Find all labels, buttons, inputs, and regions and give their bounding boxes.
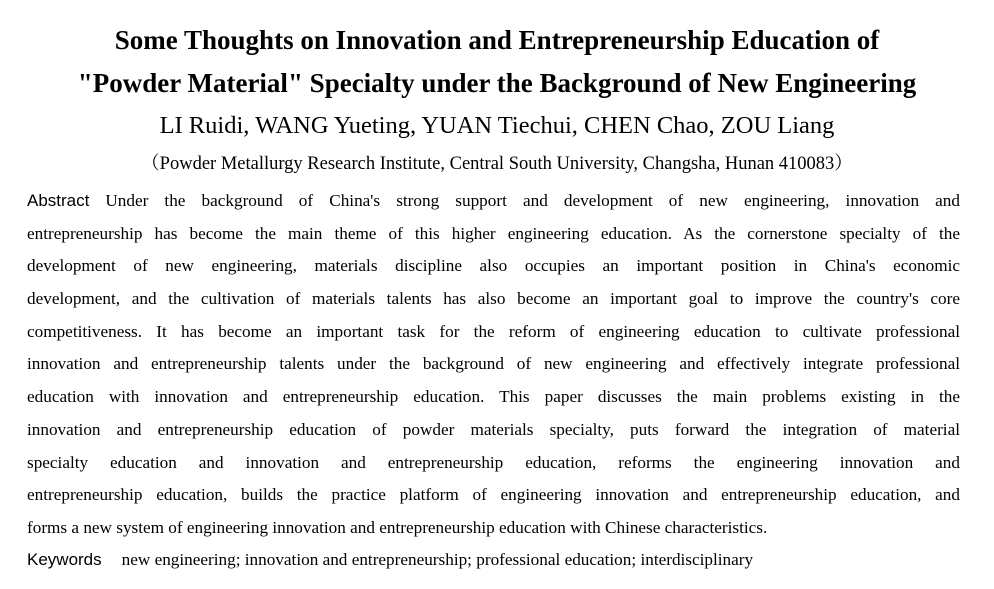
abstract-label: Abstract bbox=[27, 191, 90, 210]
abstract-text: Under the background of China's strong support and development of new engineering, innovation and bbox=[105, 191, 960, 210]
abstract-line: entrepreneurship education, builds the practice platform of engineering innovation and entrepreneurship education, and bbox=[27, 485, 960, 505]
abstract-line: innovation and entrepreneurship talents under the background of new engineering and effectively integrate professional bbox=[27, 354, 960, 374]
abstract-line: development of new engineering, materials discipline also occupies an important position in China's economic bbox=[27, 256, 960, 276]
paper-title-line-1: Some Thoughts on Innovation and Entrepreneurship Education of bbox=[114, 25, 880, 55]
abstract-line bbox=[27, 185, 960, 218]
abstract-line: specialty education and innovation and entrepreneurship education, reforms the engineering innovation and bbox=[27, 452, 960, 472]
abstract-line: entrepreneurship has become the main theme of this higher engineering education. As the cornerstone specialty of the bbox=[27, 223, 960, 243]
abstract-line: competitiveness. It has become an important task for the reform of engineering education to cultivate professional bbox=[27, 321, 960, 341]
abstract-line: forms a new system of engineering innovation and entrepreneurship education with Chinese characteristics. bbox=[27, 517, 768, 537]
author-list: LI Ruidi, WANG Yueting, YUAN Tiechui, CHEN Chao, ZOU Liang bbox=[159, 112, 835, 139]
keywords-text: new engineering; innovation and entrepreneurship; professional education; interdisciplinary bbox=[121, 550, 754, 569]
affiliation: （Powder Metallurgy Research Institute, Central South University, Changsha, Hunan 410083） bbox=[141, 154, 853, 174]
abstract-line: education with innovation and entrepreneurship education. This paper discusses the main problems existing in the bbox=[27, 387, 960, 407]
keywords-section bbox=[27, 545, 960, 575]
abstract-section bbox=[27, 185, 960, 545]
keywords-label: Keywords bbox=[27, 550, 102, 569]
paper-title-line-2: "Powder Material" Specialty under the Background of New Engineering bbox=[77, 68, 917, 98]
abstract-line: innovation and entrepreneurship education of powder materials specialty, puts forward the integration of material bbox=[27, 419, 960, 439]
abstract-line: development, and the cultivation of materials talents has also become an important goal to improve the country's core bbox=[27, 289, 960, 309]
